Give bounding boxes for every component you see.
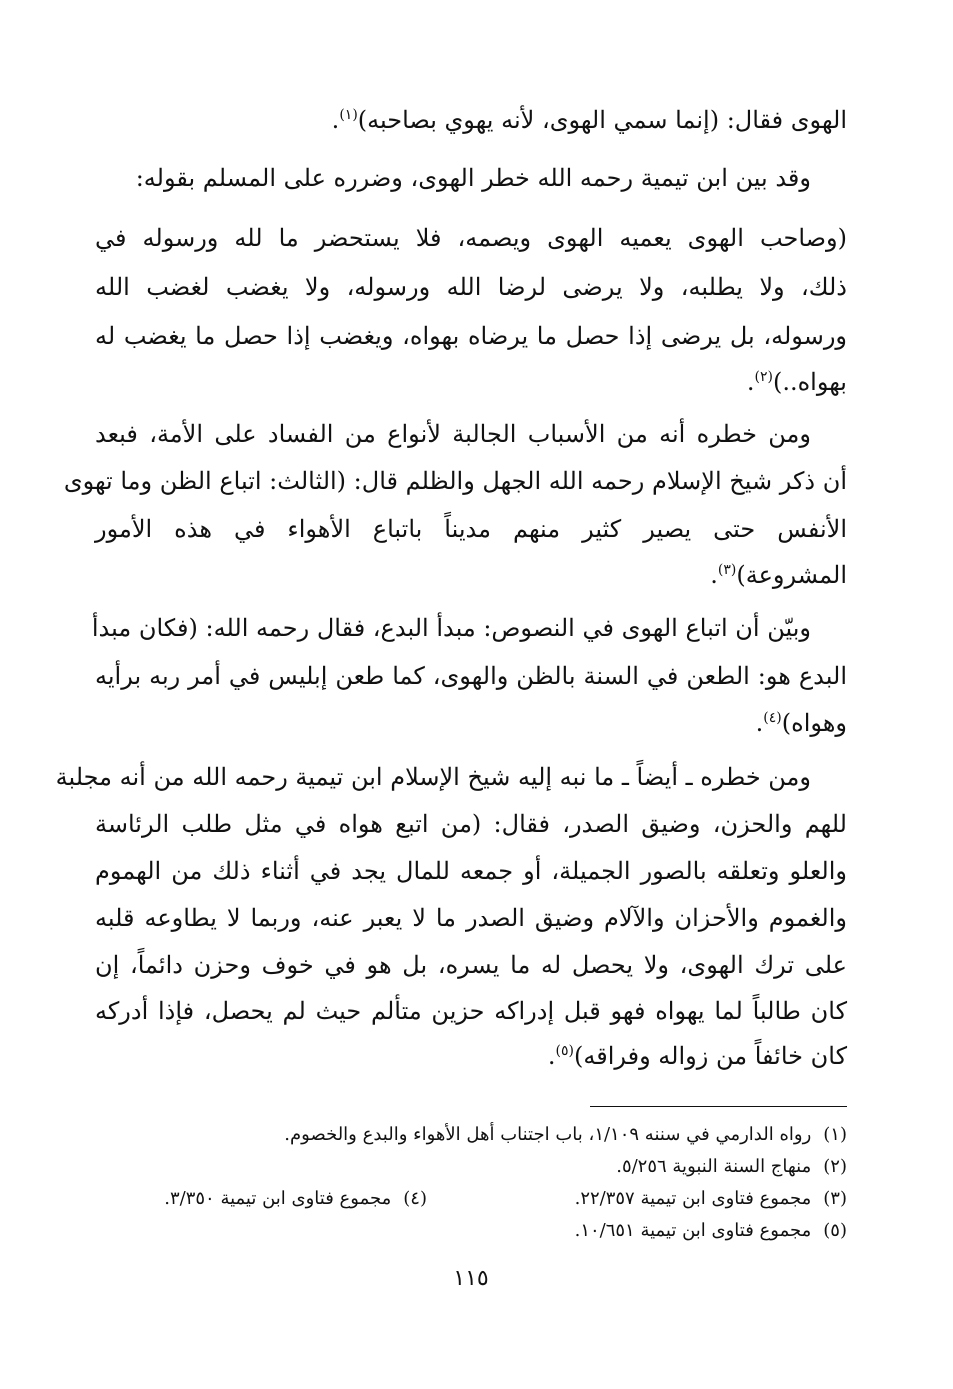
footnote-4 [164,1186,427,1212]
body-text: وقد بين ابن تيمية رحمه الله خطر الهوى، وضرره على المسلم بقوله: [135,164,811,192]
footnote-ref-3[interactable]: (٣) [717,562,737,578]
body-text: الهوى فقال: (إنما سمي الهوى، لأنه يهوي بصاحبه) [357,106,847,134]
footnote-5 [95,1218,847,1244]
footnote-ref-2[interactable]: (٢) [754,369,773,385]
footnote-ref-1[interactable]: (١) [339,107,358,123]
body-text: كان طالباً لما يهواه فهو قبل إدراكه حزين متألم حيث لم يحصل، فإذا أدركه [95,997,847,1025]
body-text: الأنفس حتى يصير كثير منهم مديناً باتباع الأهواء في هذه الأمور [95,515,847,543]
body-line-17 [95,898,847,938]
body-text: المشروعة) [736,561,847,589]
body-line-15 [95,804,847,844]
footnote-number: (٤) [403,1188,427,1209]
body-text: (وصاحب الهوى يعميه الهوى ويصمه، فلا يستحضر ما لله ورسوله في [95,224,847,252]
body-line-9 [95,509,847,549]
body-line-10 [95,555,847,595]
sentence-end: . [331,106,340,134]
footnote-text: رواه الدارمي في سننه ١/١٠٩، باب اجتناب أهل الأهواء والبدع والخصوم. [284,1124,812,1145]
footnote-text: مجموع فتاوى ابن تيمية ٢٢/٣٥٧. [574,1188,812,1209]
body-text: والغموم والأحزان والآلام وضيق الصدر ما لا يعبر عنه، وربما لا يطاوعه قلبه [95,904,847,932]
footnote-number: (٣) [823,1188,847,1209]
body-text: أن ذكر شيخ الإسلام رحمه الله الجهل والظلم قال: (الثالث: اتباع الظن وما تهوى [63,467,847,495]
sentence-end: . [746,368,755,396]
body-text: وبيّن أن اتباع الهوى في النصوص: مبدأ البدع، فقال رحمه الله: (فكان مبدأ [91,614,811,642]
body-line-14 [55,757,847,797]
body-text: على ترك الهوى، ولا يحصل له ما يسره، بل هو في خوف وحزن دائماً، إن [95,951,847,979]
footnote-number: (١) [823,1124,847,1145]
footnote-3 [575,1186,847,1212]
footnote-separator [590,1106,847,1107]
body-line-1 [95,100,847,140]
body-text: ورسوله، بل يرضى إذا حصل ما يرضاه بهواه، ويغضب إذا حصل ما يغضب له [95,322,847,350]
body-line-6 [95,362,847,402]
body-text: ومن خطره أنه من الأسباب الجالبة لأنواع من الفساد على الأمة، فبعد [95,420,811,448]
body-text: ومن خطره ـ أيضاً ـ ما نبه إليه شيخ الإسلام ابن تيمية رحمه الله من أنه مجلبة [55,763,811,791]
body-text: للهم والحزن، وضيق الصدر، فقال: (من اتبع هواه في مثل طلب الرئاسة [95,810,847,838]
footnote-text: مجموع فتاوى ابن تيمية ٣/٣٥٠. [164,1188,392,1209]
footnote-text: مجموع فتاوى ابن تيمية ١٠/٦٥١. [574,1220,812,1241]
body-line-12 [95,656,847,696]
body-line-7 [95,414,847,454]
book-page [55,0,848,1389]
body-line-8 [63,461,847,501]
sentence-end: . [710,561,718,589]
page-number: ١١٥ [453,1266,489,1291]
footnote-1 [95,1122,847,1148]
body-text: كان خائفاً من زواله وفراقه) [574,1042,847,1070]
footnote-number: (٢) [823,1156,847,1177]
footnote-2 [95,1154,847,1180]
body-text: بهواه..) [772,368,847,396]
body-text: والعلو وتعلقه بالصور الجميلة، أو جمعه للمال يجد في أثناء ذلك من الهموم [95,857,847,885]
body-line-2 [95,158,847,198]
sentence-end: . [755,709,764,737]
body-text: البدع هو: الطعن في السنة بالظن والهوى، كما طعن إبليس في أمر ربه برأيه [95,662,848,690]
body-text: وهواه) [781,709,847,737]
body-line-5 [95,316,847,356]
footnote-ref-5[interactable]: (٥) [555,1043,574,1059]
body-line-19 [95,991,847,1031]
body-line-16 [95,851,847,891]
footnote-text: منهاج السنة النبوية ٥/٢٥٦. [616,1156,812,1177]
footnote-number: (٥) [823,1220,847,1241]
body-line-18 [95,945,847,985]
body-line-13 [95,703,847,743]
body-text: ذلك، ولا يطلبه، ولا يرضى لرضا الله ورسوله، ولا يغضب لغضب الله [95,273,847,301]
footnote-ref-4[interactable]: (٤) [763,710,782,726]
body-line-3 [95,218,847,258]
body-line-20 [95,1036,847,1076]
sentence-end: . [547,1042,556,1070]
body-line-4 [95,267,847,307]
body-line-11 [91,608,847,648]
